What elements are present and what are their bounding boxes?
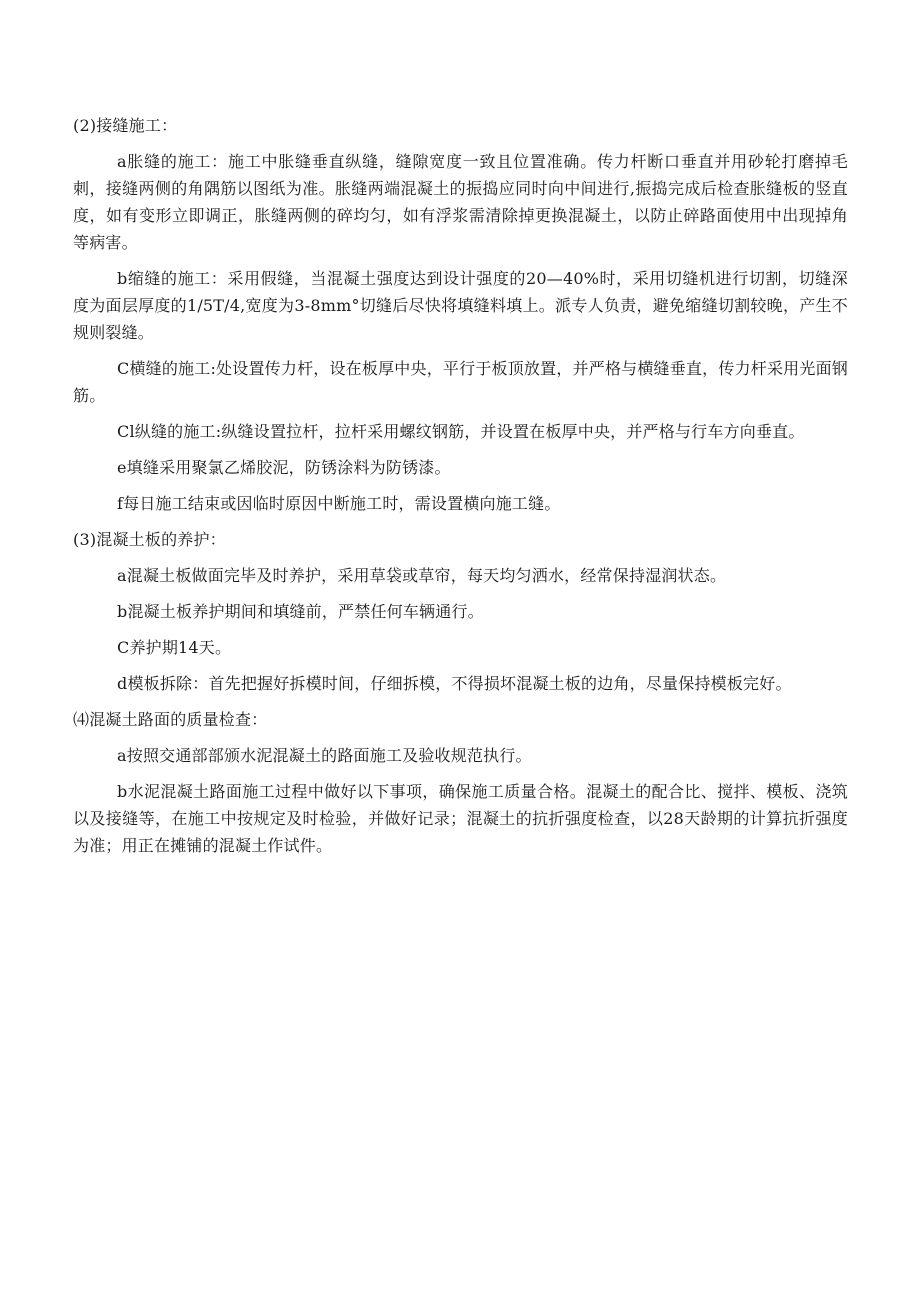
paragraph-curing-method: a混凝土板做面完毕及时养护，采用草袋或草帘，每天均匀洒水，经常保持湿润状态。 <box>117 566 727 585</box>
paragraph-standards: a按照交通部部颁水泥混凝土的路面施工及验收规范执行。 <box>117 746 532 765</box>
section-heading-curing: (3)混凝土板的养护： <box>73 530 226 549</box>
paragraph-joint-filler: e填缝采用聚氯乙烯胶泥，防锈涂料为防锈漆。 <box>117 458 451 477</box>
paragraph-transverse-joint: C横缝的施工:处设置传力杆，设在板厚中央，平行于板顶放置，并严格与横缝垂直，传力杆采用光面钢筋。 <box>73 359 848 405</box>
section-heading-joint-construction: (2)接缝施工： <box>73 116 178 135</box>
paragraph-construction-joint: f每日施工结束或因临时原因中断施工时，需设置横向施工缝。 <box>117 494 561 513</box>
paragraph-quality-control: b水泥混凝土路面施工过程中做好以下事项，确保施工质量合格。混凝土的配合比、搅拌、模板、浇筑以及接缝等，在施工中按规定及时检验，并做好记录；混凝土的抗折强度检查，以28天龄期的计算抗折强度为准；用正在摊铺的混凝土作试件。 <box>73 782 848 855</box>
paragraph-contraction-joint: b缩缝的施工：采用假缝，当混凝土强度达到设计强度的20—40%时，采用切缝机进行切割，切缝深度为面层厚度的1/5T/4,宽度为3-8mm°切缝后尽快将填缝料填上。派专人负责，避免缩缝切割较晚，产生不规则裂缝。 <box>73 269 848 342</box>
document-page <box>73 112 848 868</box>
paragraph-no-traffic: b混凝土板养护期间和填缝前，严禁任何车辆通行。 <box>117 602 484 621</box>
paragraph-curing-period: C养护期14天。 <box>117 638 232 657</box>
paragraph-longitudinal-joint: Cl纵缝的施工:纵缝设置拉杆，拉杆采用螺纹钢筋，并设置在板厚中央，并严格与行车方向垂直。 <box>117 422 805 441</box>
paragraph-expansion-joint: a胀缝的施工：施工中胀缝垂直纵缝，缝隙宽度一致且位置准确。传力杆断口垂直并用砂轮打磨掉毛刺，接缝两侧的角隅筋以图纸为准。胀缝两端混凝土的振捣应同时向中间进行,振捣完成后检查胀缝板的竖直度，如有变形立即调正，胀缝两侧的碎均匀，如有浮浆需清除掉更换混凝土，以防止碎路面使用中出现掉角等病害。 <box>73 152 848 252</box>
paragraph-formwork-removal: d模板拆除：首先把握好拆模时间，仔细拆模，不得损坏混凝土板的边角，尽量保持模板完好。 <box>117 674 792 693</box>
section-heading-quality-inspection: ⑷混凝土路面的质量检查： <box>73 710 268 729</box>
